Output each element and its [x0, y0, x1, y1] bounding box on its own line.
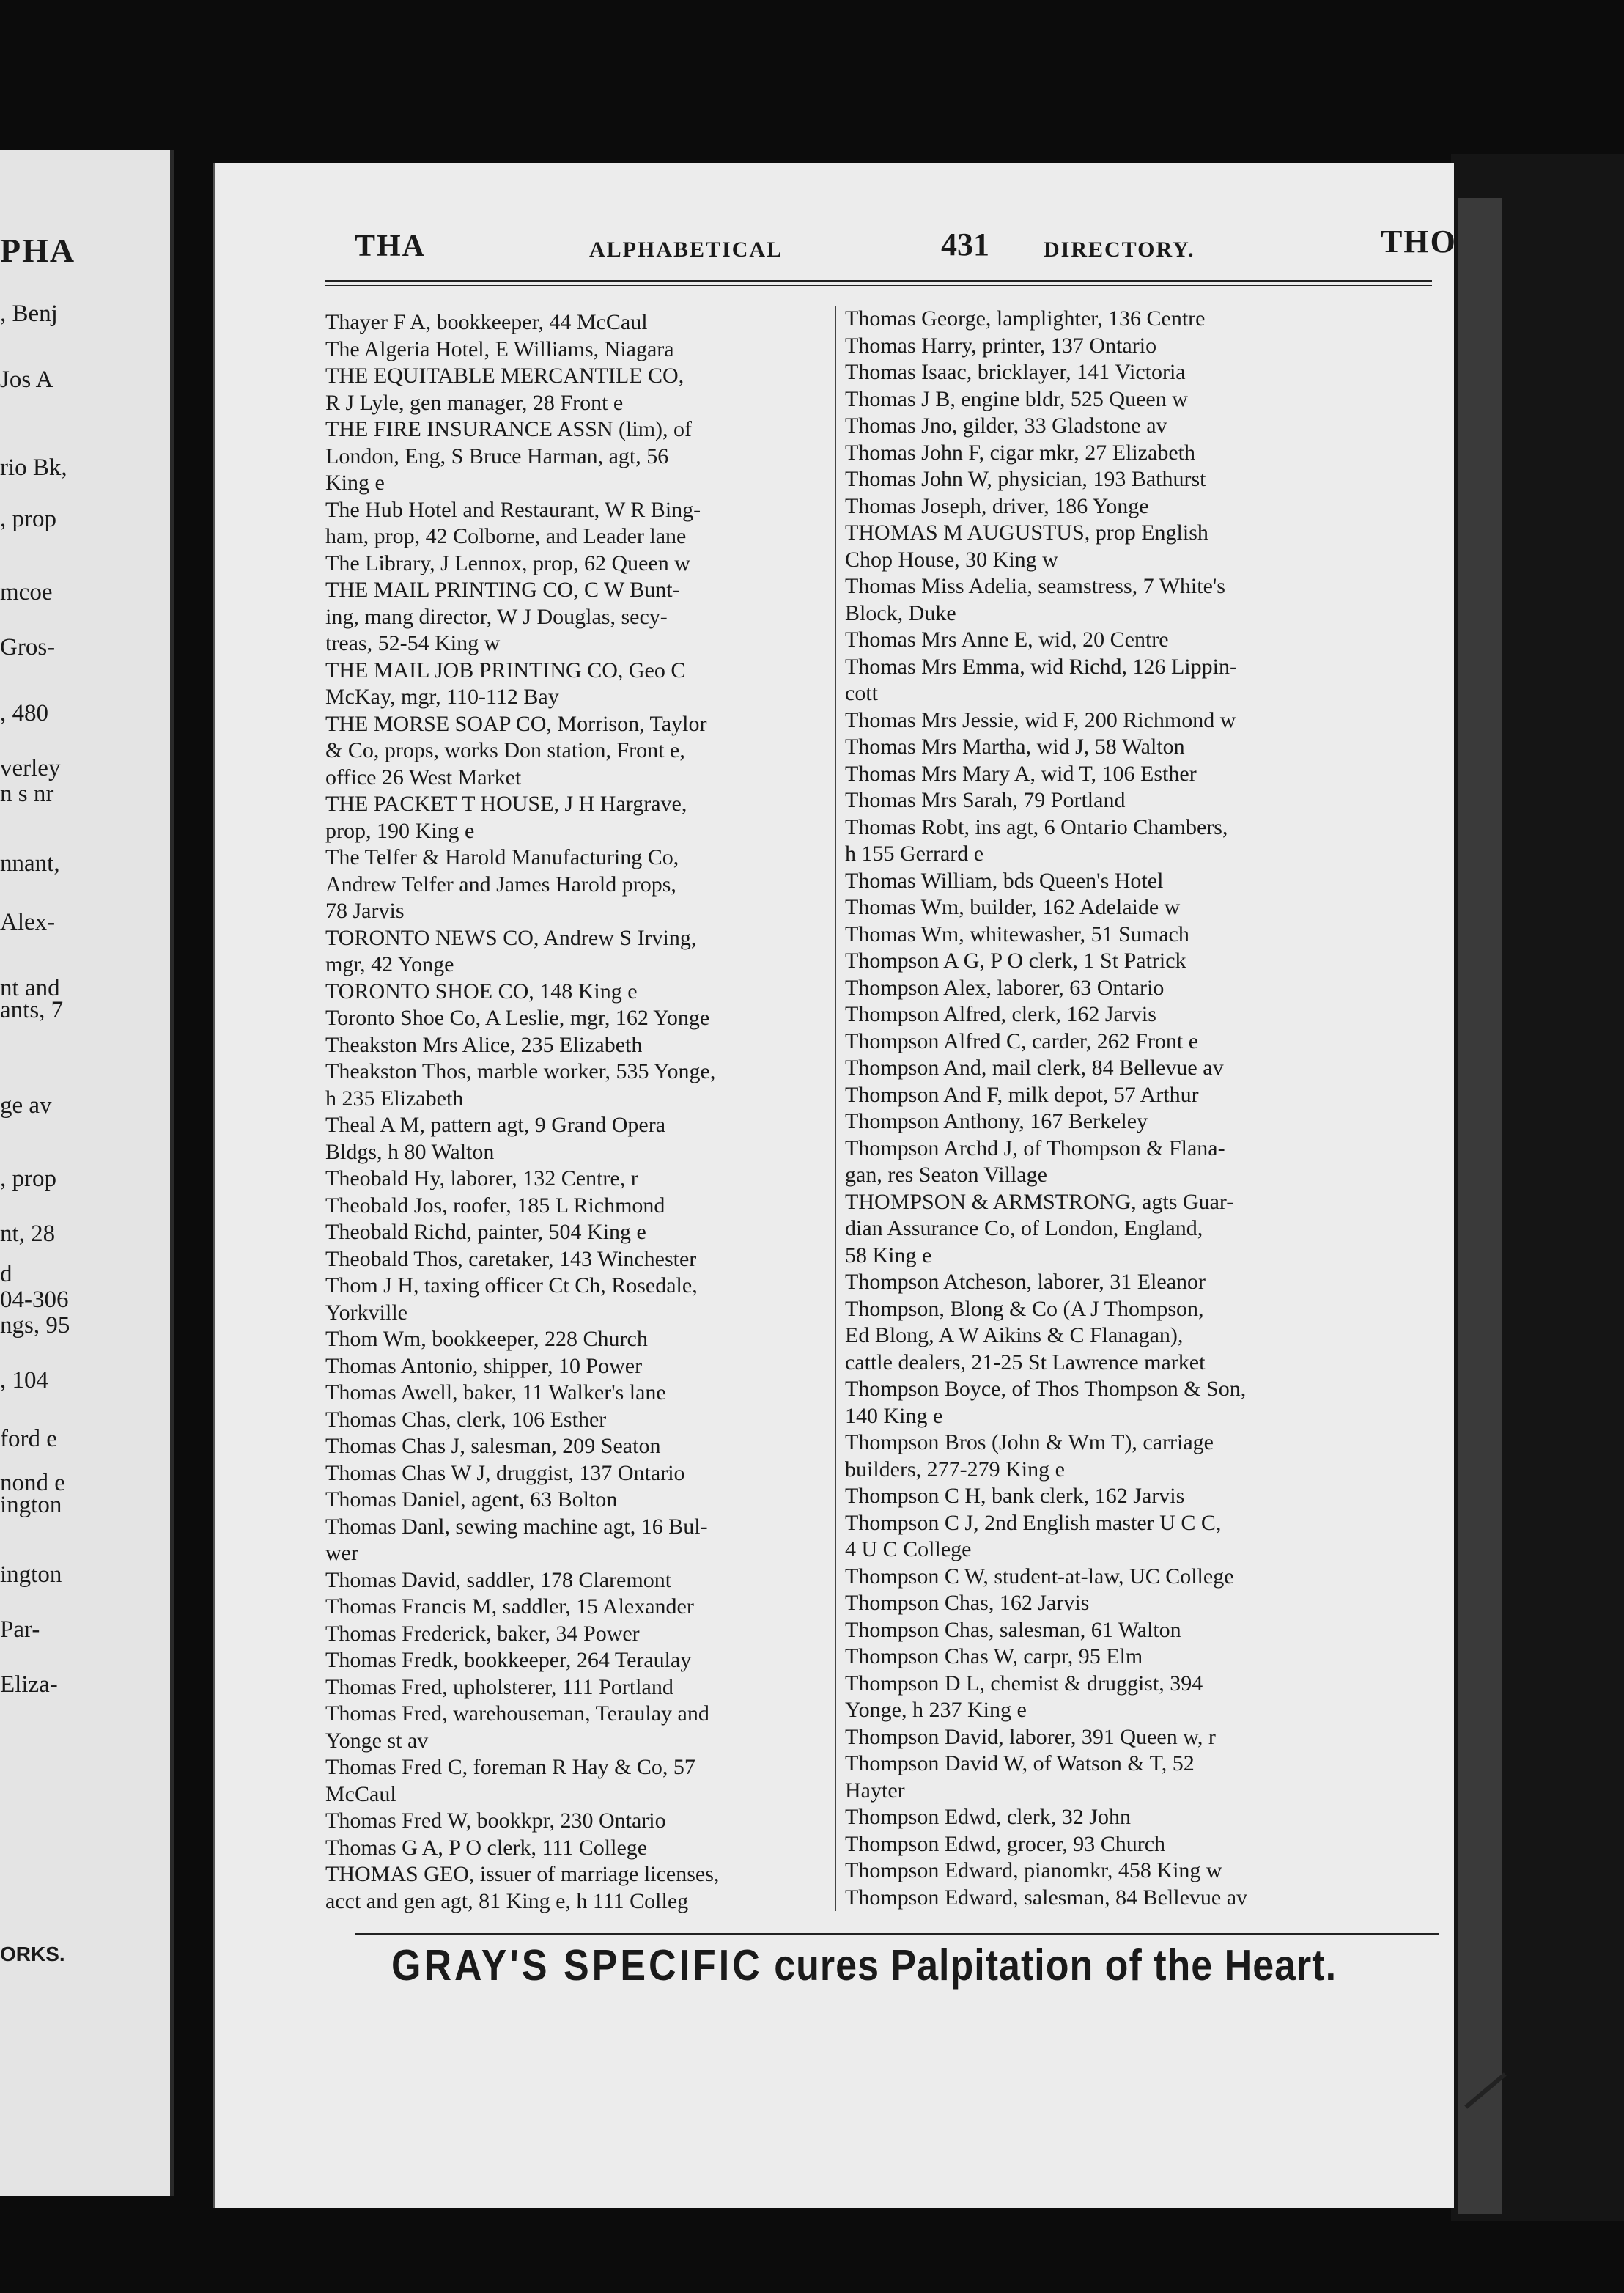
- entry-line: THE FIRE INSURANCE ASSN (lim), of: [325, 417, 693, 441]
- entry-line: The Algeria Hotel, E Williams, Niagara: [325, 336, 674, 361]
- directory-entry: [845, 1429, 1358, 1483]
- directory-entry: [325, 1514, 838, 1567]
- right-column: [835, 306, 1358, 1911]
- entry-continuation: London, Eng, S Bruce Harman, agt, 56: [325, 443, 669, 468]
- directory-entry: [845, 894, 1358, 921]
- directory-entry: [845, 359, 1358, 386]
- directory-entry: [845, 1189, 1358, 1270]
- previous-page-header: PHA: [0, 232, 76, 269]
- entry-line: Thom J H, taxing officer Ct Ch, Rosedale,: [325, 1273, 698, 1298]
- directory-entry: [325, 1621, 838, 1648]
- previous-page-fragment: rio Bk,: [0, 454, 67, 481]
- entry-continuation: McCaul: [325, 1781, 396, 1806]
- entry-line: Thomas Fred C, foreman R Hay & Co, 57: [325, 1755, 695, 1779]
- entry-continuation: Yonge, h 237 King e: [845, 1698, 1027, 1722]
- entry-line: Thompson Anthony, 167 Berkeley: [845, 1109, 1148, 1133]
- entry-line: Thompson Chas W, carpr, 95 Elm: [845, 1644, 1143, 1668]
- entry-line: Thomas Chas J, salesman, 209 Seaton: [325, 1434, 661, 1458]
- entry-line: Thomas Jno, gilder, 33 Gladstone av: [845, 413, 1167, 438]
- directory-entry: [325, 1219, 838, 1246]
- directory-entry: [845, 787, 1358, 814]
- entry-continuation: acct and gen agt, 81 King e, h 111 Colleg: [325, 1888, 689, 1913]
- previous-page-fragment: d: [0, 1261, 12, 1287]
- entry-line: Theakston Mrs Alice, 235 Elizabeth: [325, 1032, 643, 1057]
- entry-line: Theal A M, pattern agt, 9 Grand Opera: [325, 1113, 666, 1137]
- entry-continuation: treas, 52-54 King w: [325, 631, 501, 655]
- entry-line: THOMAS M AUGUSTUS, prop English: [845, 520, 1208, 545]
- previous-page-footer: ORKS.: [0, 1943, 65, 1965]
- entry-line: Thomas Mrs Anne E, wid, 20 Centre: [845, 627, 1169, 652]
- entry-line: Thomas Mrs Martha, wid J, 58 Walton: [845, 735, 1185, 759]
- entry-continuation: Yonge st av: [325, 1728, 429, 1753]
- entry-line: TORONTO NEWS CO, Andrew S Irving,: [325, 925, 697, 950]
- directory-entry: [325, 1487, 838, 1514]
- left-column: [325, 309, 838, 1915]
- entry-line: Thomas Wm, builder, 162 Adelaide w: [845, 895, 1181, 919]
- directory-entry: [325, 1246, 838, 1273]
- directory-entry: [325, 658, 838, 711]
- entry-continuation: 4 U C College: [845, 1537, 972, 1561]
- directory-entry: [325, 1674, 838, 1701]
- previous-page-fragment: ington: [0, 1492, 62, 1518]
- directory-entry: [325, 1059, 838, 1112]
- previous-page-fragment: Par-: [0, 1616, 40, 1643]
- entry-continuation: McKay, mgr, 110-112 Bay: [325, 685, 559, 709]
- directory-entry: [845, 1858, 1358, 1885]
- entry-line: Thompson Boyce, of Thos Thompson & Son,: [845, 1377, 1247, 1401]
- header-rule: [325, 280, 1432, 286]
- previous-page-fragment: ants, 7: [0, 997, 64, 1023]
- directory-entry: [325, 551, 838, 578]
- entry-line: Thompson, Blong & Co (A J Thompson,: [845, 1296, 1204, 1321]
- entry-continuation: cattle dealers, 21-25 St Lawrence market: [845, 1350, 1206, 1374]
- directory-entry: [845, 466, 1358, 493]
- previous-page-fragment: nt and: [0, 975, 60, 1001]
- directory-entry: [845, 1885, 1358, 1912]
- entry-line: Thomas Fred, warehouseman, Teraulay and: [325, 1701, 709, 1726]
- directory-entry: [325, 1835, 838, 1862]
- directory-entry: [325, 791, 838, 844]
- directory-entry: [325, 1193, 838, 1220]
- advert-text: cures Palpitation of the Heart.: [774, 1941, 1337, 1990]
- entry-line: Thomas Antonio, shipper, 10 Power: [325, 1353, 643, 1378]
- entry-line: Thomas Joseph, driver, 186 Yonge: [845, 493, 1149, 518]
- entry-line: Thomas William, bds Queen's Hotel: [845, 868, 1164, 893]
- page-stack: [1458, 198, 1502, 2214]
- entry-continuation: Andrew Telfer and James Harold props,: [325, 872, 676, 897]
- entry-line: The Library, J Lennox, prop, 62 Queen w: [325, 551, 690, 575]
- previous-page-fragment: nond e: [0, 1470, 65, 1496]
- entry-line: Theobald Hy, laborer, 132 Centre, r: [325, 1166, 638, 1190]
- directory-entry: [845, 1831, 1358, 1858]
- directory-entry: [845, 1028, 1358, 1056]
- entry-line: Thomas G A, P O clerk, 111 College: [325, 1835, 648, 1860]
- header-left-guide: THA: [355, 229, 427, 263]
- previous-page-fragment: Jos A: [0, 367, 53, 393]
- directory-entry: [845, 761, 1358, 788]
- directory-entry: [845, 1644, 1358, 1671]
- directory-entry: [845, 520, 1358, 573]
- entry-line: Thomas Mrs Mary A, wid T, 106 Esther: [845, 761, 1197, 786]
- entry-continuation: Chop House, 30 King w: [845, 547, 1058, 572]
- entry-line: Thompson Atcheson, laborer, 31 Eleanor: [845, 1270, 1206, 1294]
- directory-page: [213, 163, 1457, 2208]
- directory-entry: [845, 1671, 1358, 1724]
- directory-entry: [845, 573, 1358, 627]
- entry-line: Thomas Harry, printer, 137 Ontario: [845, 333, 1157, 358]
- advert-brand: GRAY'S SPECIFIC: [391, 1941, 763, 1990]
- entry-continuation: 140 King e: [845, 1403, 943, 1428]
- entry-line: Thomas Fred, upholsterer, 111 Portland: [325, 1674, 673, 1699]
- previous-page-fragment: n s nr: [0, 781, 54, 807]
- advertisement: [391, 1940, 1447, 1991]
- previous-page-fragment: 04-306: [0, 1287, 69, 1313]
- directory-entry: [845, 386, 1358, 413]
- directory-entry: [845, 707, 1358, 735]
- directory-entry: [325, 979, 838, 1006]
- entry-line: Thompson C W, student-at-law, UC College: [845, 1564, 1234, 1589]
- entry-line: Thompson Alfred C, carder, 262 Front e: [845, 1028, 1199, 1053]
- directory-entry: [845, 975, 1358, 1002]
- entry-line: Thompson David W, of Watson & T, 52: [845, 1751, 1195, 1775]
- entry-line: THE MAIL PRINTING CO, C W Bunt-: [325, 578, 680, 602]
- directory-entry: [845, 627, 1358, 654]
- directory-entry: [845, 493, 1358, 520]
- entry-line: Thomas Francis M, saddler, 15 Alexander: [325, 1594, 694, 1619]
- directory-entry: [325, 1754, 838, 1808]
- entry-line: Thom Wm, bookkeeper, 228 Church: [325, 1327, 648, 1351]
- directory-entry: [325, 1380, 838, 1407]
- entry-continuation: R J Lyle, gen manager, 28 Front e: [325, 390, 624, 415]
- directory-entry: [845, 1055, 1358, 1082]
- entry-line: Theobald Jos, roofer, 185 L Richmond: [325, 1193, 665, 1218]
- directory-entry: [845, 868, 1358, 895]
- directory-entry: [325, 1273, 838, 1326]
- directory-entry: [325, 1433, 838, 1460]
- entry-line: The Telfer & Harold Manufacturing Co,: [325, 845, 679, 869]
- entry-line: Thayer F A, bookkeeper, 44 McCaul: [325, 310, 648, 334]
- entry-continuation: builders, 277-279 King e: [845, 1457, 1065, 1482]
- entry-continuation: & Co, props, works Don station, Front e,: [325, 738, 685, 762]
- entry-line: Thompson A G, P O clerk, 1 St Patrick: [845, 949, 1186, 973]
- entry-line: Thompson D L, chemist & druggist, 394: [845, 1671, 1203, 1696]
- entry-line: Thompson Edward, salesman, 84 Bellevue av: [845, 1885, 1248, 1910]
- entry-line: Thomas Awell, baker, 11 Walker's lane: [325, 1380, 666, 1405]
- previous-page-fragment: ngs, 95: [0, 1312, 70, 1339]
- directory-entry: [845, 440, 1358, 467]
- previous-page-fragment: , prop: [0, 506, 56, 532]
- entry-continuation: Ed Blong, A W Aikins & C Flanagan),: [845, 1323, 1184, 1347]
- directory-entry: [845, 654, 1358, 707]
- directory-entry: [325, 1326, 838, 1353]
- previous-page-fragment: mcoe: [0, 579, 53, 606]
- entry-line: Thomas George, lamplighter, 136 Centre: [845, 306, 1206, 331]
- entry-line: THE MORSE SOAP CO, Morrison, Taylor: [325, 711, 707, 736]
- header-title-part2: DIRECTORY.: [1044, 238, 1195, 262]
- entry-continuation: Hayter: [845, 1778, 905, 1803]
- directory-entry: [325, 1701, 838, 1754]
- previous-page-fragment: Gros-: [0, 634, 56, 660]
- entry-continuation: office 26 West Market: [325, 765, 522, 790]
- directory-entry: [845, 333, 1358, 360]
- entry-line: Thompson David, laborer, 391 Queen w, r: [845, 1724, 1216, 1749]
- entry-continuation: prop, 190 King e: [325, 818, 475, 843]
- directory-entry: [845, 1804, 1358, 1831]
- entry-line: Thomas Mrs Jessie, wid F, 200 Richmond w: [845, 707, 1236, 732]
- previous-page-fragment: Alex-: [0, 909, 56, 935]
- directory-entry: [845, 1108, 1358, 1136]
- entry-line: Thomas Robt, ins agt, 6 Ontario Chambers,: [845, 814, 1228, 839]
- directory-entry: [845, 1724, 1358, 1751]
- previous-page-fragment: Eliza-: [0, 1671, 58, 1698]
- entry-line: THE MAIL JOB PRINTING CO, Geo C: [325, 658, 686, 682]
- previous-page-fragment: , 104: [0, 1367, 48, 1394]
- directory-entry: [325, 336, 838, 364]
- entry-continuation: ing, mang director, W J Douglas, secy-: [325, 604, 668, 629]
- entry-line: Thomas Chas, clerk, 106 Esther: [325, 1407, 607, 1432]
- directory-entry: [325, 1005, 838, 1032]
- entry-line: Thompson Edward, pianomkr, 458 King w: [845, 1858, 1222, 1882]
- entry-line: Thomas Miss Adelia, seamstress, 7 White's: [845, 574, 1225, 598]
- entry-line: Thomas John W, physician, 193 Bathurst: [845, 467, 1206, 491]
- entry-continuation: ham, prop, 42 Colborne, and Leader lane: [325, 524, 687, 548]
- previous-page-fragment: verley: [0, 755, 61, 781]
- previous-page-fragment: , prop: [0, 1166, 56, 1192]
- directory-entry: [845, 413, 1358, 440]
- directory-entry: [845, 921, 1358, 949]
- entry-line: Thompson And F, milk depot, 57 Arthur: [845, 1082, 1199, 1107]
- directory-entry: [325, 844, 838, 925]
- previous-page-fragment: nt, 28: [0, 1221, 56, 1247]
- entry-line: Theakston Thos, marble worker, 535 Yonge,: [325, 1059, 716, 1083]
- previous-page-strip: [0, 150, 174, 2196]
- entry-line: Toronto Shoe Co, A Leslie, mgr, 162 Yonge: [325, 1006, 710, 1030]
- entry-line: Theobald Thos, caretaker, 143 Winchester: [325, 1246, 697, 1271]
- entry-continuation: Yorkville: [325, 1300, 407, 1325]
- directory-entry: [325, 1407, 838, 1434]
- directory-entry: [845, 1376, 1358, 1429]
- entry-line: Thompson Chas, 162 Jarvis: [845, 1591, 1090, 1615]
- directory-entry: [845, 814, 1358, 868]
- directory-entry: [325, 1594, 838, 1621]
- entry-line: THOMPSON & ARMSTRONG, agts Guar-: [845, 1189, 1234, 1214]
- directory-entry: [325, 1166, 838, 1193]
- entry-line: Theobald Richd, painter, 504 King e: [325, 1220, 646, 1244]
- entry-line: THE PACKET T HOUSE, J H Hargrave,: [325, 792, 687, 816]
- directory-entry: [325, 1353, 838, 1380]
- entry-line: Thomas Chas W J, druggist, 137 Ontario: [325, 1460, 685, 1485]
- entry-continuation: gan, res Seaton Village: [845, 1163, 1047, 1187]
- page-header: [355, 224, 1542, 280]
- entry-line: Thompson Alfred, clerk, 162 Jarvis: [845, 1002, 1156, 1026]
- directory-entry: [845, 1269, 1358, 1296]
- directory-entry: [325, 309, 838, 336]
- entry-continuation: Bldgs, h 80 Walton: [325, 1139, 495, 1164]
- previous-page-fragment: ington: [0, 1561, 62, 1588]
- entry-line: Thompson Edwd, clerk, 32 John: [845, 1805, 1131, 1829]
- directory-entry: [845, 1751, 1358, 1804]
- directory-entry: [845, 1590, 1358, 1617]
- header-right-guide: THO: [1381, 224, 1457, 260]
- entry-line: Thomas Frederick, baker, 34 Power: [325, 1621, 640, 1646]
- directory-entry: [845, 1564, 1358, 1591]
- entry-line: Thomas Fred W, bookkpr, 230 Ontario: [325, 1808, 666, 1833]
- entry-line: THE EQUITABLE MERCANTILE CO,: [325, 364, 684, 388]
- book-edge: [1451, 154, 1624, 2221]
- header-title-part1: ALPHABETICAL: [589, 238, 783, 262]
- directory-entry: [325, 1808, 838, 1835]
- directory-entry: [325, 497, 838, 551]
- entry-line: Thompson C H, bank clerk, 162 Jarvis: [845, 1484, 1185, 1508]
- directory-entry: [325, 1032, 838, 1059]
- directory-entry: [325, 363, 838, 416]
- directory-entry: [325, 1112, 838, 1166]
- entry-line: Thompson And, mail clerk, 84 Bellevue av: [845, 1056, 1224, 1080]
- previous-page-fragment: nnant,: [0, 850, 60, 877]
- directory-entry: [325, 925, 838, 979]
- entry-line: Thomas Danl, sewing machine agt, 16 Bul-: [325, 1514, 708, 1539]
- entry-continuation: h 235 Elizabeth: [325, 1086, 464, 1111]
- entry-continuation: wer: [325, 1541, 358, 1565]
- entry-line: Thomas Isaac, bricklayer, 141 Victoria: [845, 360, 1186, 384]
- entry-continuation: cott: [845, 681, 878, 705]
- entry-continuation: 58 King e: [845, 1243, 932, 1267]
- entry-line: The Hub Hotel and Restaurant, W R Bing-: [325, 497, 701, 522]
- directory-entry: [845, 1082, 1358, 1109]
- entry-line: Thompson Archd J, of Thompson & Flana-: [845, 1136, 1225, 1160]
- entry-continuation: 78 Jarvis: [325, 899, 405, 923]
- entry-continuation: h 155 Gerrard e: [845, 842, 984, 866]
- entry-line: Thompson Chas, salesman, 61 Walton: [845, 1617, 1181, 1642]
- directory-entry: [325, 577, 838, 658]
- entry-line: Thomas J B, engine bldr, 525 Queen w: [845, 386, 1188, 411]
- directory-entry: [845, 1617, 1358, 1644]
- entry-line: Thompson Alex, laborer, 63 Ontario: [845, 975, 1165, 1000]
- previous-page-fragment: , Benj: [0, 301, 58, 327]
- directory-entry: [325, 1567, 838, 1594]
- entry-line: THOMAS GEO, issuer of marriage licenses,: [325, 1862, 720, 1886]
- entry-line: Thomas David, saddler, 178 Claremont: [325, 1567, 672, 1592]
- entry-line: Thompson Bros (John & Wm T), carriage: [845, 1430, 1214, 1454]
- directory-entry: [845, 1483, 1358, 1510]
- entry-continuation: dian Assurance Co, of London, England,: [845, 1216, 1203, 1240]
- directory-entry: [845, 1136, 1358, 1189]
- previous-page-fragment: , 480: [0, 700, 48, 726]
- previous-page-fragment: ge av: [0, 1092, 52, 1119]
- directory-entry: [845, 1001, 1358, 1028]
- entry-line: TORONTO SHOE CO, 148 King e: [325, 979, 638, 1004]
- directory-entry: [845, 948, 1358, 975]
- directory-entry: [845, 734, 1358, 761]
- entry-continuation: mgr, 42 Yonge: [325, 952, 454, 976]
- footer-rule: [355, 1933, 1439, 1935]
- page-number: 431: [941, 227, 989, 262]
- entry-line: Thomas Daniel, agent, 63 Bolton: [325, 1487, 618, 1512]
- directory-entry: [845, 1296, 1358, 1377]
- entry-line: Thomas Wm, whitewasher, 51 Sumach: [845, 921, 1189, 946]
- entry-line: Thompson Edwd, grocer, 93 Church: [845, 1831, 1166, 1856]
- previous-page-fragment: ford e: [0, 1426, 57, 1452]
- entry-line: Thomas Fredk, bookkeeper, 264 Teraulay: [325, 1648, 692, 1672]
- entry-line: Thomas Mrs Sarah, 79 Portland: [845, 788, 1126, 812]
- entry-line: Thomas John F, cigar mkr, 27 Elizabeth: [845, 440, 1195, 465]
- directory-entry: [325, 1460, 838, 1487]
- directory-entry: [325, 416, 838, 497]
- directory-entry: [325, 711, 838, 792]
- directory-entry: [845, 1510, 1358, 1564]
- entry-continuation: Block, Duke: [845, 600, 956, 625]
- entry-line: Thompson C J, 2nd English master U C C,: [845, 1510, 1222, 1535]
- entry-line: Thomas Mrs Emma, wid Richd, 126 Lippin-: [845, 654, 1237, 679]
- entry-continuation: King e: [325, 471, 385, 495]
- directory-entry: [325, 1861, 838, 1915]
- directory-entry: [845, 306, 1358, 333]
- directory-entry: [325, 1647, 838, 1674]
